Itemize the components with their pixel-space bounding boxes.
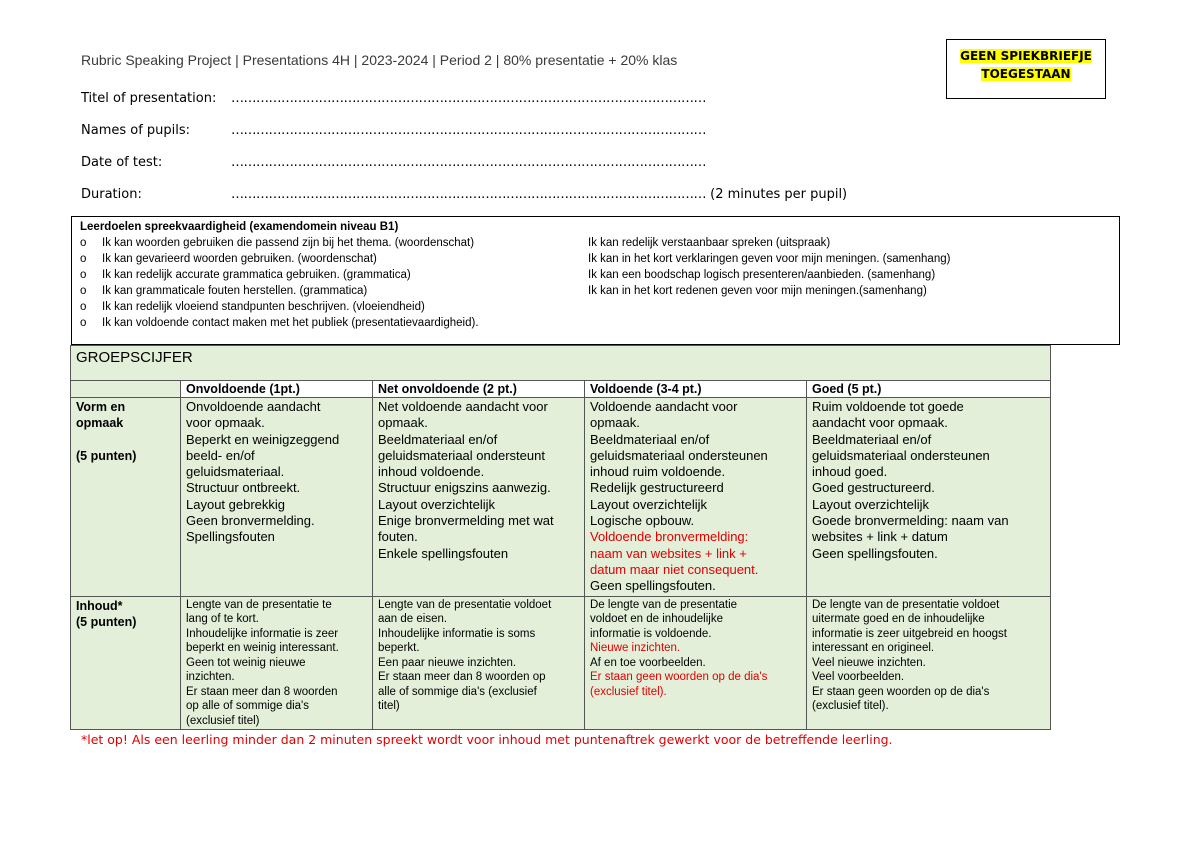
cell-line-highlighted: (exclusief titel). xyxy=(590,685,667,698)
cell-line: Een paar nieuwe inzichten. xyxy=(378,656,517,669)
cell-line: Net voldoende aandacht voor xyxy=(378,399,548,414)
cell-line: informatie is voldoende. xyxy=(590,627,712,640)
cell-line: Geen spellingsfouten. xyxy=(812,545,938,561)
cell-line: Geen tot weinig nieuwe xyxy=(186,656,306,669)
cell-line: uitermate goed en de inhoudelijke xyxy=(812,613,985,626)
cell-line: Er staan meer dan 8 woorden op xyxy=(378,671,546,684)
cell-line-highlighted: Er staan geen woorden op de dia's xyxy=(590,671,768,684)
cell-line: Goede bronvermelding: naam van xyxy=(812,513,1009,529)
field-label: Duration: xyxy=(81,187,142,202)
field-dots: …………………………………………………………………………………………………… xyxy=(231,155,706,170)
label-line: Vorm en xyxy=(76,400,126,414)
cell-line: aan de eisen. xyxy=(378,613,448,626)
cell-line: opmaak. xyxy=(590,415,640,431)
rubric-cell xyxy=(807,596,1051,730)
rubric-cell xyxy=(373,398,585,597)
cell-line: inzichten. xyxy=(186,671,235,684)
cell-line: titel) xyxy=(378,700,400,713)
learning-goals-title: Leerdoelen spreekvaardigheid (examendomein niveau B1) xyxy=(80,221,399,233)
field-duration xyxy=(81,187,847,202)
cell-line: fouten. xyxy=(378,529,418,545)
rubric-cell xyxy=(181,398,373,597)
field-label: Date of test: xyxy=(81,155,163,170)
rubric-row-vorm xyxy=(71,398,1051,597)
cell-line-highlighted: naam van websites + link + xyxy=(590,545,747,561)
cell-line: De lengte van de presentatie xyxy=(590,598,738,611)
no-cheatsheet-notice xyxy=(946,39,1106,99)
field-names xyxy=(81,123,706,138)
cell-line: geluidsmateriaal ondersteunt xyxy=(378,447,545,463)
field-title xyxy=(81,91,706,106)
cell-line: websites + link + datum xyxy=(812,529,948,545)
cell-line: Ruim voldoende tot goede xyxy=(812,399,964,414)
group-grade-label: GROEPSCIJFER xyxy=(71,346,1051,381)
cell-line: Voldoende aandacht voor xyxy=(590,399,738,414)
cell-line: Veel nieuwe inzichten. xyxy=(812,656,926,669)
cell-line: Er staan geen woorden op de dia's xyxy=(812,685,990,698)
cell-line: Geen spellingsfouten. xyxy=(590,578,716,594)
header-net-onvoldoende: Net onvoldoende (2 pt.) xyxy=(373,381,585,398)
cell-line: Layout overzichtelijk xyxy=(378,496,496,512)
cell-line: (exclusief titel). xyxy=(812,700,889,713)
cell-line: Af en toe voorbeelden. xyxy=(590,656,706,669)
field-label: Titel of presentation: xyxy=(81,91,217,106)
cell-line: interessant en origineel. xyxy=(812,642,935,655)
goal-text: Ik kan grammaticale fouten herstellen. (grammatica) xyxy=(102,285,368,297)
goal-item xyxy=(80,315,479,331)
cell-line: lang of te kort. xyxy=(186,613,259,626)
header-goed: Goed (5 pt.) xyxy=(807,381,1051,398)
rubric-cell xyxy=(585,596,807,730)
cell-line: Lengte van de presentatie voldoet xyxy=(378,598,552,611)
cell-line: inhoud voldoende. xyxy=(378,464,485,480)
row-label-inhoud xyxy=(71,596,181,730)
field-suffix: (2 minutes per pupil) xyxy=(706,187,848,202)
cell-line: Enige bronvermelding met wat xyxy=(378,513,554,529)
cell-line: beperkt. xyxy=(378,642,420,655)
cell-line: alle of sommige dia's (exclusief xyxy=(378,685,537,698)
goal-item: Ik kan redelijk verstaanbaar spreken (uitspraak) xyxy=(588,237,831,249)
cell-line: Er staan meer dan 8 woorden xyxy=(186,685,338,698)
row-label-vorm xyxy=(71,398,181,597)
goal-text: Ik kan gevarieerd woorden gebruiken. (woordenschat) xyxy=(102,253,377,265)
rubric-table xyxy=(70,345,1051,730)
cell-line: geluidsmateriaal ondersteunen xyxy=(812,447,990,463)
goal-item xyxy=(80,235,479,251)
goal-text: Ik kan woorden gebruiken die passend zijn bij het thema. (woordenschat) xyxy=(102,237,475,249)
cell-line: Structuur enigszins aanwezig. xyxy=(378,480,551,496)
cell-line: Layout overzichtelijk xyxy=(812,496,930,512)
field-label: Names of pupils: xyxy=(81,123,191,138)
cell-line: beperkt en weinig interessant. xyxy=(186,642,339,655)
rubric-cell xyxy=(585,398,807,597)
bullet: o xyxy=(80,237,87,249)
cell-line-highlighted: datum maar niet consequent. xyxy=(590,561,759,577)
notice-line-2: TOEGESTAAN xyxy=(981,67,1071,81)
rubric-cell xyxy=(181,596,373,730)
goal-item xyxy=(80,299,479,315)
cell-line: Veel voorbeelden. xyxy=(812,671,905,684)
goals-left-column xyxy=(80,235,479,331)
cell-line: Layout overzichtelijk xyxy=(590,496,708,512)
header-voldoende: Voldoende (3-4 pt.) xyxy=(585,381,807,398)
goal-item: Ik kan in het kort redenen geven voor mijn meningen.(samenhang) xyxy=(588,285,927,297)
goal-text: Ik kan redelijk vloeiend standpunten beschrijven. (vloeiendheid) xyxy=(102,301,425,313)
cell-line: Structuur ontbreekt. xyxy=(186,480,301,496)
cell-line: inhoud goed. xyxy=(812,464,888,480)
cell-line: beeld- en/of xyxy=(186,447,255,463)
header-blank-cell xyxy=(71,381,181,398)
notice-line-1: GEEN SPIEKBRIEFJE xyxy=(960,49,1092,63)
cell-line: voor opmaak. xyxy=(186,415,265,431)
goal-text: Ik kan voldoende contact maken met het publiek (presentatievaardigheid). xyxy=(102,317,479,329)
label-line: (5 punten) xyxy=(76,448,137,463)
cell-line: inhoud ruim voldoende. xyxy=(590,464,726,480)
cell-line: Layout gebrekkig xyxy=(186,496,286,512)
goal-text: Ik kan redelijk accurate grammatica gebruiken. (grammatica) xyxy=(102,269,411,281)
field-date xyxy=(81,155,706,170)
label-line: opmaak xyxy=(76,416,124,431)
cell-line: op alle of sommige dia's xyxy=(186,700,310,713)
rubric-cell xyxy=(373,596,585,730)
cell-line: Inhoudelijke informatie is soms xyxy=(378,627,536,640)
field-dots: …………………………………………………………………………………………………… xyxy=(231,187,706,202)
bullet: o xyxy=(80,285,87,297)
label-line: (5 punten) xyxy=(76,614,137,629)
cell-line: Redelijk gestructureerd xyxy=(590,480,724,496)
goal-item xyxy=(80,283,479,299)
cell-line-highlighted: Nieuwe inzichten. xyxy=(590,642,681,655)
goals-right-column xyxy=(588,235,950,299)
bullet: o xyxy=(80,301,87,313)
cell-line: opmaak. xyxy=(378,415,428,431)
cell-line: Beperkt en weinigzeggend xyxy=(186,431,340,447)
goal-item xyxy=(80,251,479,267)
goal-item xyxy=(80,267,479,283)
cell-line: informatie is zeer uitgebreid en hoogst xyxy=(812,627,1007,640)
cell-line: (exclusief titel) xyxy=(186,714,260,727)
document-title: Rubric Speaking Project | Presentations 4H | 2023-2024 | Period 2 | 80% presentatie + 20% klas xyxy=(81,52,678,68)
cell-line: Onvoldoende aandacht xyxy=(186,399,321,414)
cell-line: Enkele spellingsfouten xyxy=(378,545,509,561)
label-line: Inhoud* xyxy=(76,598,123,613)
cell-line: Spellingsfouten xyxy=(186,529,275,545)
rubric-header-row xyxy=(71,381,1051,398)
footnote-warning: *let op! Als een leerling minder dan 2 minuten spreekt wordt voor inhoud met puntenaftrek gewerkt voor de betreffende leerling. xyxy=(81,732,893,747)
learning-goals-box xyxy=(71,216,1120,345)
label-line xyxy=(76,432,175,448)
cell-line: Lengte van de presentatie te xyxy=(186,598,332,611)
cell-line: geluidsmateriaal ondersteunen xyxy=(590,447,768,463)
rubric-row-inhoud xyxy=(71,596,1051,730)
cell-line: Goed gestructureerd. xyxy=(812,480,935,496)
field-dots: …………………………………………………………………………………………………… xyxy=(231,123,706,138)
bullet: o xyxy=(80,269,87,281)
goal-item: Ik kan een boodschap logisch presenteren/aanbieden. (samenhang) xyxy=(588,269,936,281)
cell-line: Beeldmateriaal en/of xyxy=(812,431,932,447)
cell-line: Geen bronvermelding. xyxy=(186,513,315,529)
field-dots: …………………………………………………………………………………………………… xyxy=(231,91,706,106)
cell-line: geluidsmateriaal. xyxy=(186,464,285,480)
cell-line: Logische opbouw. xyxy=(590,513,695,529)
cell-line: Inhoudelijke informatie is zeer xyxy=(186,627,339,640)
goal-item: Ik kan in het kort verklaringen geven voor mijn meningen. (samenhang) xyxy=(588,253,951,265)
cell-line: De lengte van de presentatie voldoet xyxy=(812,598,1000,611)
header-onvoldoende: Onvoldoende (1pt.) xyxy=(181,381,373,398)
cell-line-highlighted: Voldoende bronvermelding: xyxy=(590,529,749,545)
cell-line: voldoet en de inhoudelijke xyxy=(590,613,723,626)
bullet: o xyxy=(80,253,87,265)
cell-line: aandacht voor opmaak. xyxy=(812,415,948,431)
bullet: o xyxy=(80,317,87,329)
rubric-cell xyxy=(807,398,1051,597)
cell-line: Beeldmateriaal en/of xyxy=(378,431,498,447)
cell-line: Beeldmateriaal en/of xyxy=(590,431,710,447)
